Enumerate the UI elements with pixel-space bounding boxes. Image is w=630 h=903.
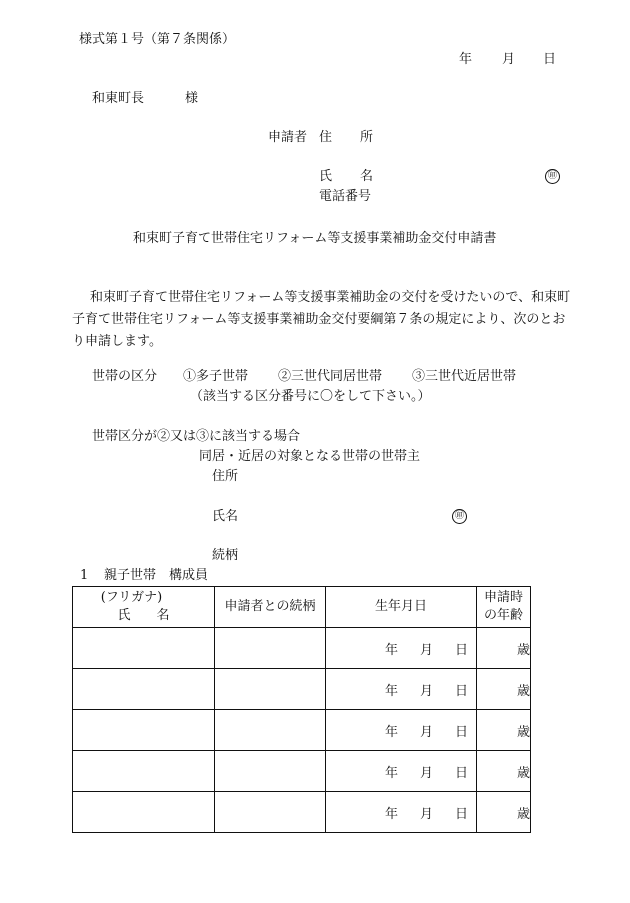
date-year: 年 <box>459 52 473 67</box>
household-label: 世帯の区分 <box>92 369 158 384</box>
cell-age[interactable]: 歳 <box>477 710 531 751</box>
applicant-name-label-1: 氏 <box>319 169 333 184</box>
header-name-kana: (フリガナ) <box>100 590 163 605</box>
applicant-label: 申請者 <box>268 130 308 145</box>
cell-name[interactable] <box>73 669 215 710</box>
applicant-address-label-2: 所 <box>360 130 374 145</box>
household-note: （該当する区分番号に〇をして下さい。） <box>190 389 431 404</box>
form-id: 様式第１号（第７条関係） <box>79 32 236 47</box>
cell-name[interactable] <box>73 628 215 669</box>
header-name <box>73 587 215 628</box>
cell-relation[interactable] <box>215 792 326 833</box>
cell-name[interactable] <box>73 751 215 792</box>
section1-number: 1 <box>80 568 89 583</box>
cell-birth[interactable]: 年 月 日 <box>326 669 477 710</box>
header-birth: 生年月日 <box>326 587 477 628</box>
cell-relation[interactable] <box>215 751 326 792</box>
document-date <box>459 53 556 66</box>
condition-seal-icon: ㊞ <box>452 509 467 524</box>
addressee-honorific: 様 <box>185 91 199 106</box>
header-name-label: 氏 名 <box>117 608 170 623</box>
header-age: 申請時 の年齢 <box>477 587 531 628</box>
condition-address-label: 住所 <box>212 469 239 484</box>
cell-relation[interactable] <box>215 710 326 751</box>
applicant-phone-label: 電話番号 <box>319 189 372 204</box>
condition-relation-label: 続柄 <box>212 548 239 563</box>
cell-name[interactable] <box>73 792 215 833</box>
cell-age[interactable]: 歳 <box>477 792 531 833</box>
cell-age[interactable]: 歳 <box>477 628 531 669</box>
header-relation: 申請者との続柄 <box>215 587 326 628</box>
table-row <box>73 751 531 792</box>
cell-birth[interactable]: 年 月 日 <box>326 628 477 669</box>
cell-birth[interactable]: 年 月 日 <box>326 792 477 833</box>
condition-heading: 世帯区分が②又は③に該当する場合 <box>92 429 301 444</box>
section1-title: 親子世帯 構成員 <box>104 568 209 583</box>
body-paragraph <box>72 287 572 353</box>
body-text: 和束町子育て世帯住宅リフォーム等支援事業補助金の交付を受けたいので、和束町子育て世帯住宅リフォーム等支援事業補助金交付要綱第７条の規定により、次のとおり申請します。 <box>72 290 571 349</box>
condition-name-label: 氏名 <box>212 509 239 524</box>
household-option-1: ①多子世帯 <box>183 369 249 384</box>
date-day: 日 <box>543 52 557 67</box>
table-row <box>73 628 531 669</box>
household-option-2: ②三世代同居世帯 <box>278 369 383 384</box>
applicant-seal-icon: ㊞ <box>545 169 560 184</box>
cell-age[interactable]: 歳 <box>477 669 531 710</box>
applicant-address-label-1: 住 <box>319 130 333 145</box>
document-title: 和束町子育て世帯住宅リフォーム等支援事業補助金交付申請書 <box>133 231 497 246</box>
table-row <box>73 669 531 710</box>
cell-age[interactable]: 歳 <box>477 751 531 792</box>
household-option-3: ③三世代近居世帯 <box>412 369 517 384</box>
cell-birth[interactable]: 年 月 日 <box>326 710 477 751</box>
addressee-name: 和東町長 <box>92 91 145 106</box>
table-row <box>73 710 531 751</box>
applicant-name-label-2: 名 <box>360 169 374 184</box>
table-header-row <box>73 587 531 628</box>
cell-relation[interactable] <box>215 669 326 710</box>
cell-birth[interactable]: 年 月 日 <box>326 751 477 792</box>
table-row <box>73 792 531 833</box>
cell-relation[interactable] <box>215 628 326 669</box>
cell-name[interactable] <box>73 710 215 751</box>
condition-subheading: 同居・近居の対象となる世帯の世帯主 <box>199 449 421 464</box>
date-month: 月 <box>502 52 516 67</box>
members-table <box>72 586 531 833</box>
